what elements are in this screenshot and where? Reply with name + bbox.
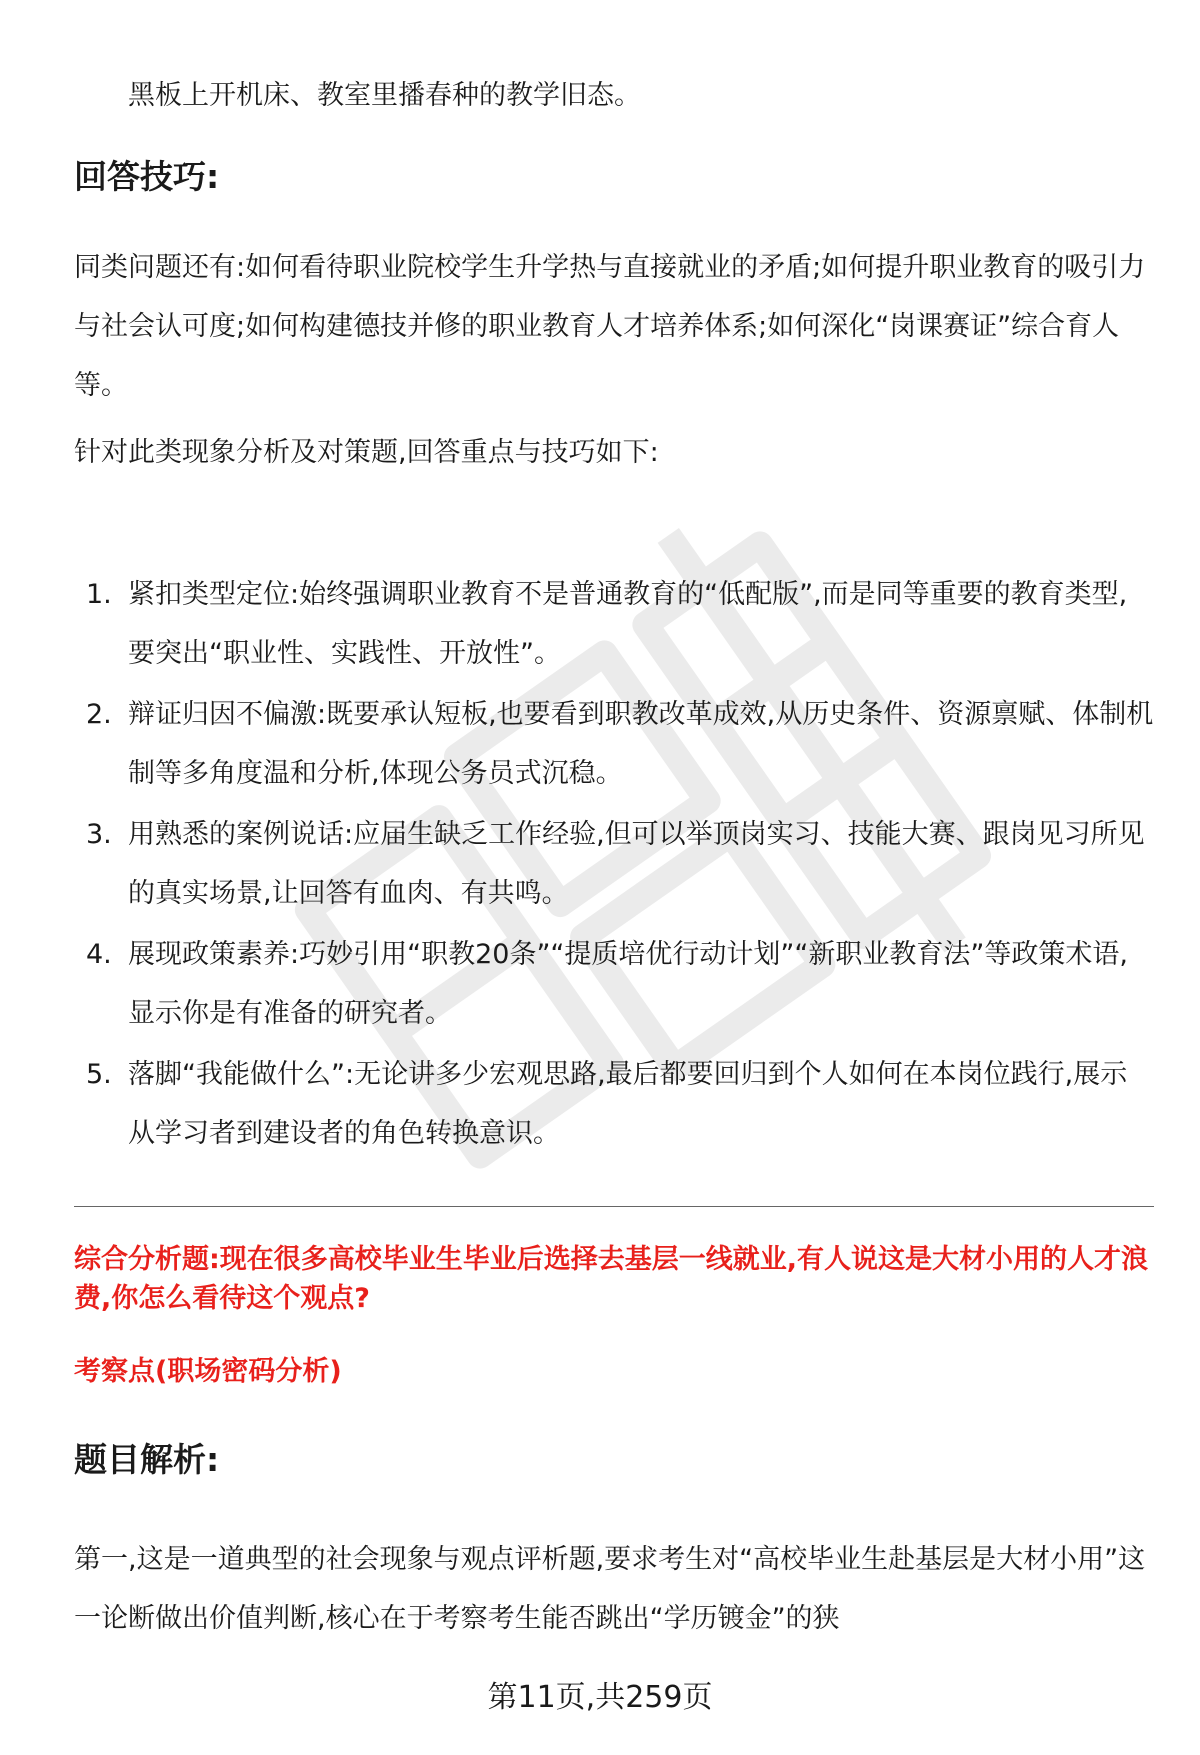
tips-intro: 针对此类现象分析及对策题,回答重点与技巧如下: (74, 437, 659, 468)
analysis-paragraph: 第一,这是一道典型的社会现象与观点评析题,要求考生对“高校毕业生赴基层是大材小用”这一论断做出价值判断,核心在于考察考生能否跳出“学历镀金”的狭 (74, 1544, 1146, 1634)
similar-questions-paragraph: 同类问题还有:如何看待职业院校学生升学热与直接就业的矛盾;如何提升职业教育的吸引力与社会认可度;如何构建德技并修的职业教育人才培养体系;如何深化“岗课赛证”综合育人等。 (74, 252, 1146, 401)
page-number-footer: 第11页,共259页 (487, 1680, 713, 1715)
section-divider (74, 1206, 1154, 1207)
continuation-line: 黑板上开机床、教室里播春种的教学旧态。 (128, 80, 641, 111)
list-item: 2. 辩证归因不偏激:既要承认短板,也要看到职教改革成效,从历史条件、资源禀赋、体制机制等多角度温和分析,体现公务员式沉稳。 (86, 699, 1154, 789)
analysis-heading: 题目解析: (74, 1440, 220, 1479)
list-item: 3. 用熟悉的案例说话:应届生缺乏工作经验,但可以举顶岗实习、技能大赛、跟岗见习所见的真实场景,让回答有血肉、有共鸣。 (86, 819, 1145, 909)
exam-point: 考察点(职场密码分析) (74, 1356, 342, 1387)
tips-list (74, 565, 1154, 1165)
list-item: 4. 展现政策素养:巧妙引用“职教20条”“提质培优行动计划”“新职业教育法”等政策术语,显示你是有准备的研究者。 (86, 939, 1128, 1029)
answer-tips-heading: 回答技巧: (74, 157, 220, 196)
list-item: 1. 紧扣类型定位:始终强调职业教育不是普通教育的“低配版”,而是同等重要的教育类型,要突出“职业性、实践性、开放性”。 (86, 579, 1128, 669)
question-title: 综合分析题:现在很多高校毕业生毕业后选择去基层一线就业,有人说这是大材小用的人才浪费,你怎么看待这个观点? (74, 1244, 1149, 1314)
list-item: 5. 落脚“我能做什么”:无论讲多少宏观思路,最后都要回归到个人如何在本岗位践行,展示从学习者到建设者的角色转换意识。 (86, 1059, 1128, 1149)
